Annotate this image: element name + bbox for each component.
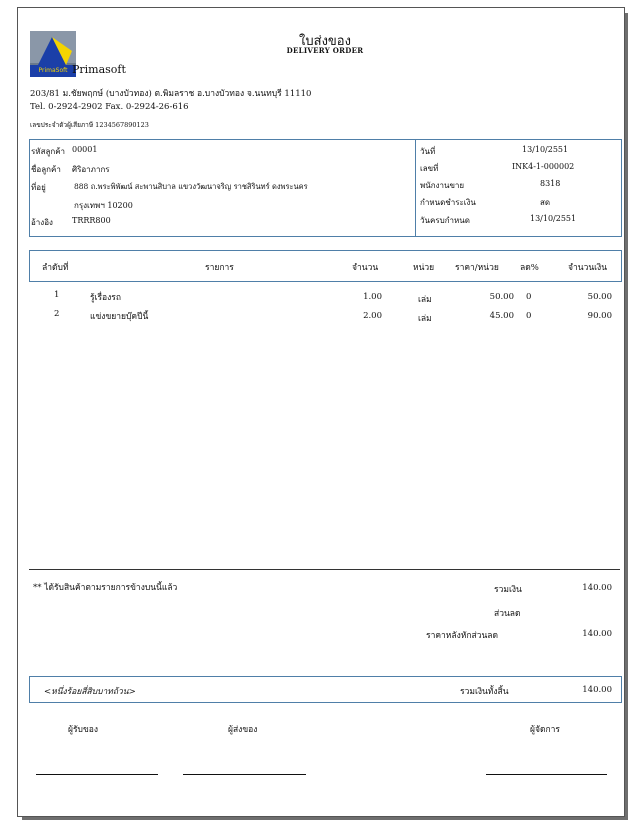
after-discount-label: ราคาหลังหักส่วนลด (426, 631, 499, 641)
row-unit: เล่ม (418, 314, 432, 324)
order-number-value: INK4-1-000002 (512, 162, 575, 171)
customer-ref-value: TRRR800 (72, 216, 111, 225)
signature-label-sender: ผู้ส่งของ (228, 725, 258, 735)
col-header-price: ราคา/หน่วย (455, 263, 499, 273)
row-amount: 50.00 (587, 292, 612, 302)
company-tax-id: เลขประจำตัวผู้เสียภาษี 1234567890123 (30, 121, 149, 129)
row-discount: 0 (526, 311, 532, 321)
company-address: 203/81 ม.ชัยพฤกษ์ (บางบัวทอง) ต.พิมลราช อ.บางบัวทอง จ.นนทบุรี 11110 (30, 89, 312, 99)
order-number-label: เลขที่ (420, 164, 439, 173)
order-date-label: วันที่ (420, 147, 436, 156)
customer-name-label: ชื่อลูกค้า (31, 165, 61, 174)
company-name: Primasoft (72, 63, 126, 76)
info-box-divider (415, 139, 416, 236)
customer-address-line2: กรุงเทพฯ 10200 (74, 201, 133, 210)
payment-term-label: กำหนดชำระเงิน (420, 198, 476, 207)
summary-divider (29, 569, 620, 570)
row-price: 50.00 (489, 292, 514, 302)
row-unit: เล่ม (418, 295, 432, 305)
company-phone: Tel. 0-2924-2902 Fax. 0-2924-26-616 (30, 102, 189, 112)
logo-text: PrimaSoft (38, 67, 68, 74)
customer-address-line1: 888 ถ.พระพิพัฒน์ สะพานสิบาล แขวงวัฒนาจริญ ราชสิรินทร์ ดงพระนคร (74, 182, 308, 191)
signature-label-manager: ผู้จัดการ (530, 725, 560, 735)
row-no: 2 (54, 309, 60, 319)
amount-in-words: <หนึ่งร้อยสี่สิบบาทถ้วน> (44, 687, 136, 697)
salesperson-label: พนักงานขาย (420, 181, 465, 190)
customer-code-label: รหัสลูกค้า (31, 147, 66, 156)
col-header-amount: จำนวนเงิน (568, 263, 608, 273)
row-price: 45.00 (489, 311, 514, 321)
col-header-unit: หน่วย (413, 263, 435, 273)
row-qty: 2.00 (363, 311, 382, 321)
customer-name-value: ศิริอาภากร (72, 165, 110, 174)
due-date-value: 13/10/2551 (530, 214, 577, 223)
row-amount: 90.00 (587, 311, 612, 321)
col-header-no: ลำดับที่ (42, 263, 69, 273)
row-item: รู้เรื่องรถ (90, 293, 122, 303)
document-title-thai: ใบส่งของ (299, 34, 351, 49)
discount-label: ส่วนลด (494, 609, 521, 619)
payment-term-value: สด (540, 198, 551, 207)
document-title-english: DELIVERY ORDER (286, 46, 364, 55)
total-value: 140.00 (582, 583, 612, 593)
due-date-label: วันครบกำหนด (420, 216, 470, 225)
salesperson-value: 8318 (540, 179, 561, 188)
row-discount: 0 (526, 292, 532, 302)
received-note: ** ได้รับสินค้าตามรายการข้างบนนี้แล้ว (33, 583, 178, 593)
col-header-qty: จำนวน (352, 263, 379, 273)
signature-line-manager (486, 774, 607, 775)
grand-total-value: 140.00 (582, 685, 612, 695)
total-label: รวมเงิน (494, 585, 522, 595)
col-header-discount: ลด% (520, 263, 539, 273)
signature-line-receiver (36, 774, 158, 775)
row-item: แข่งขยายบุ๊คปีนี้ (90, 312, 149, 322)
col-header-item: รายการ (205, 263, 234, 273)
row-no: 1 (54, 290, 60, 300)
customer-address-label: ที่อยู่ (31, 183, 46, 192)
grand-total-label: รวมเงินทั้งสิ้น (460, 687, 509, 697)
after-discount-value: 140.00 (582, 629, 612, 639)
customer-code-value: 00001 (72, 145, 98, 154)
company-logo (30, 31, 76, 77)
customer-ref-label: อ้างอิง (31, 218, 53, 227)
order-date-value: 13/10/2551 (522, 145, 569, 154)
signature-label-receiver: ผู้รับของ (68, 725, 99, 735)
row-qty: 1.00 (363, 292, 382, 302)
signature-line-sender (183, 774, 306, 775)
